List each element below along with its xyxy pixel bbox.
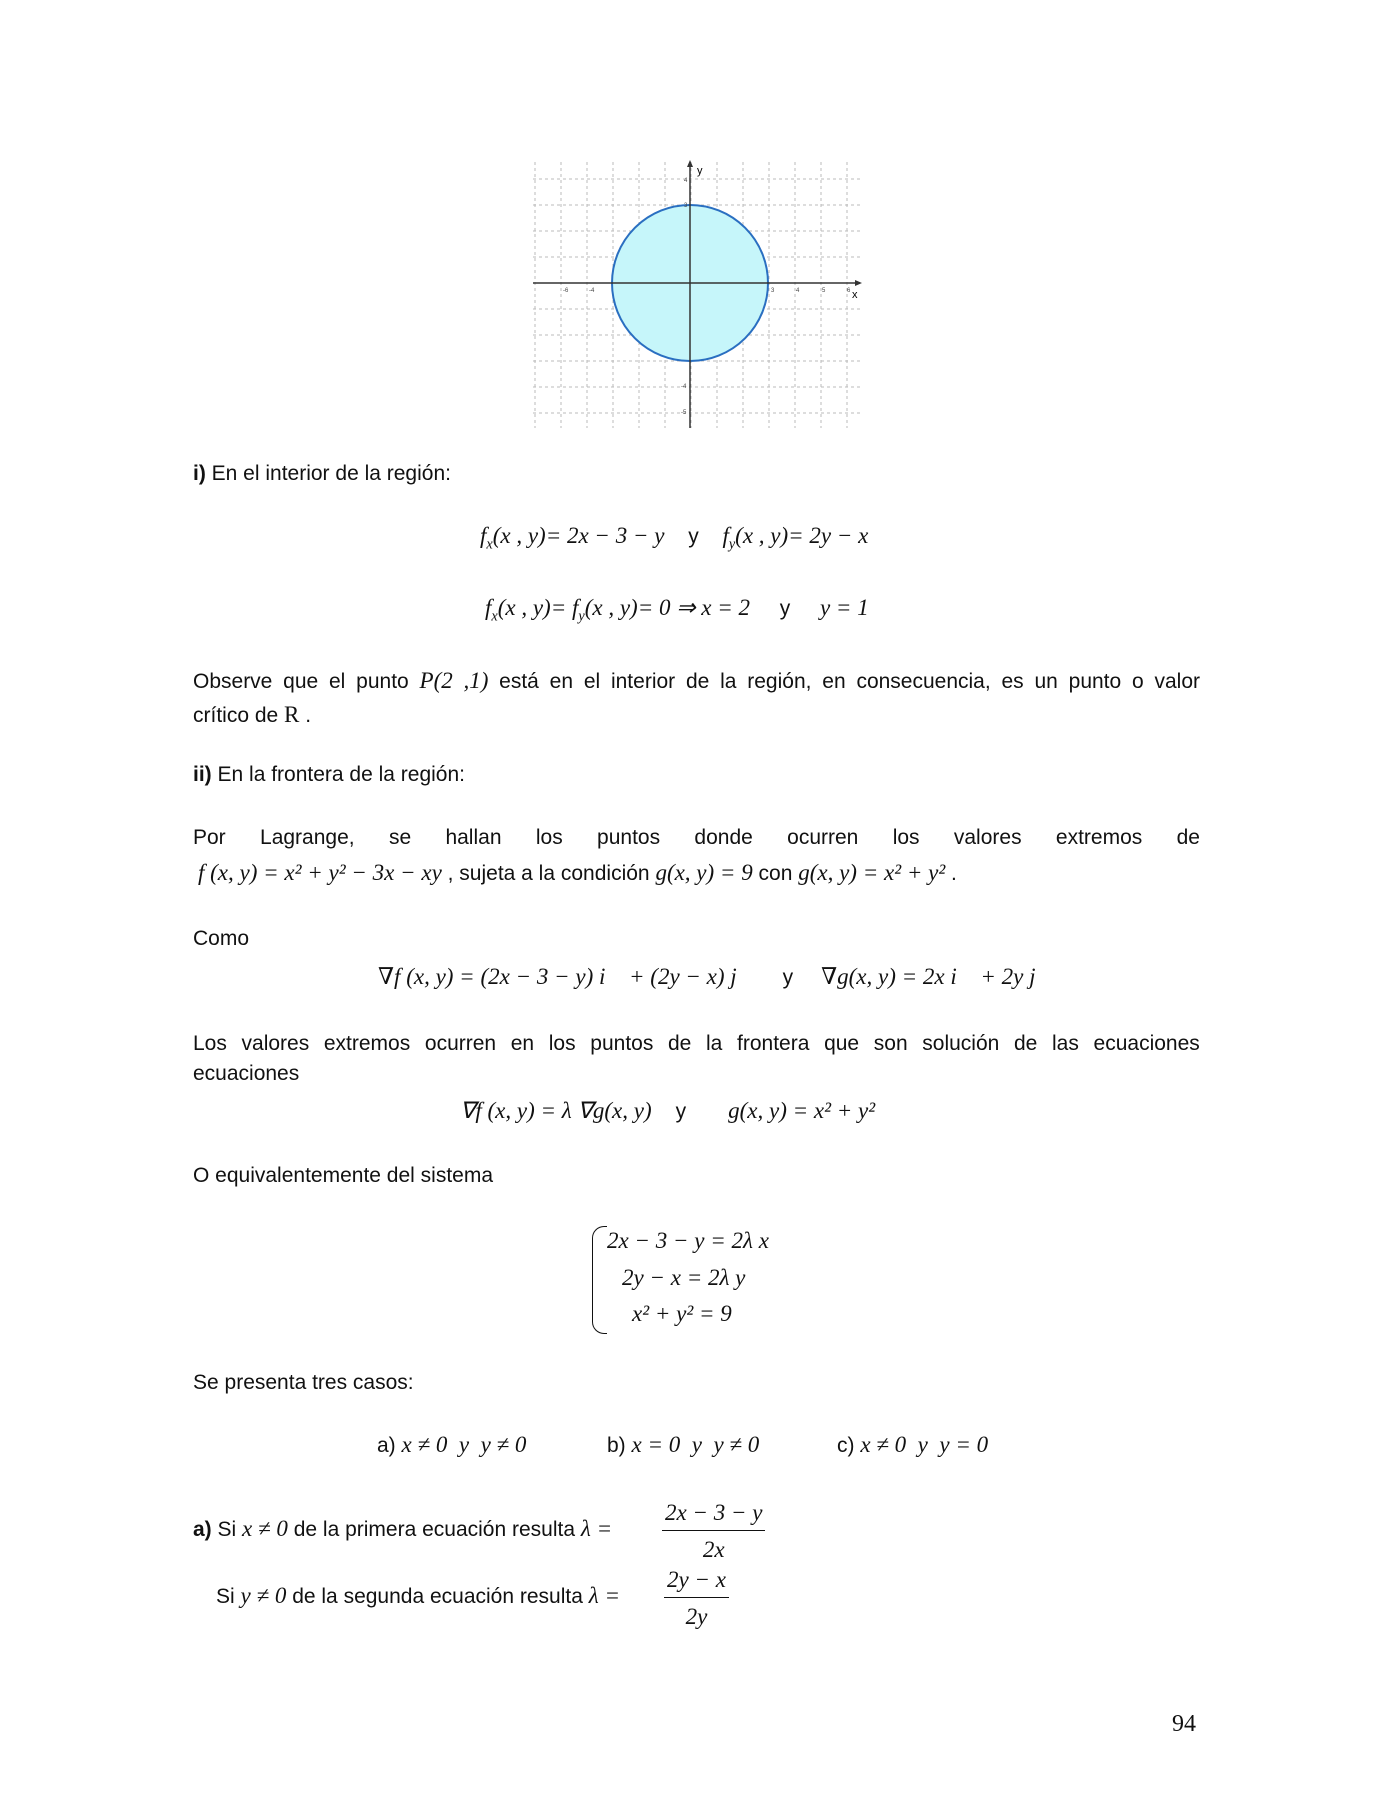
numerator: 2y − x (664, 1567, 729, 1598)
word: ecuaciones (1093, 1032, 1200, 1055)
word: de (1176, 826, 1200, 849)
section-label: i) (193, 462, 206, 485)
y-tick: -5 (681, 410, 687, 416)
case-label: a) (377, 1434, 396, 1457)
critical-point-equation (485, 596, 869, 624)
math: y = 1 (819, 595, 869, 620)
section-ii-heading (193, 764, 465, 785)
word: de (1014, 1032, 1038, 1055)
text: . (945, 862, 957, 885)
math: x ≠ 0 (242, 1516, 288, 1541)
word: Lagrange, (260, 826, 355, 849)
word: que (824, 1032, 860, 1055)
text: con (752, 862, 799, 885)
numerator: 2x − 3 − y (662, 1500, 765, 1531)
word: puntos (597, 826, 661, 849)
x-tick: 6 (847, 288, 851, 294)
math: (x , y)= 0 ⇒ x = 2 (584, 595, 750, 620)
x-axis-label: x (852, 289, 858, 301)
text: crítico de (193, 704, 285, 727)
partial-derivatives-equation (480, 524, 868, 552)
gradient-equations (378, 965, 1053, 988)
case-b (607, 1433, 759, 1456)
valores-paragraph-line1 (193, 1032, 1200, 1056)
word: valores (953, 826, 1022, 849)
y-axis-label: y (697, 165, 703, 177)
math: x (486, 536, 493, 553)
word: donde (694, 826, 753, 849)
text: . (299, 704, 312, 727)
case-a-line2 (216, 1584, 620, 1607)
math: ∇f (x, y) = λ ∇g(x, y) (460, 1098, 652, 1123)
word: son (873, 1032, 908, 1055)
math: (x , y)= 2y − x (735, 523, 869, 548)
math: x (491, 608, 498, 625)
math: g(x, y) = 9 (655, 860, 753, 885)
lagrange-paragraph-line1 (193, 826, 1200, 850)
section-label: ii) (193, 763, 212, 786)
word: los (535, 826, 563, 849)
math: x ≠ 0 y y ≠ 0 (401, 1432, 527, 1457)
math: R (284, 702, 300, 727)
math: g(x, y) = x² + y² (798, 860, 946, 885)
denominator: 2y (685, 1604, 708, 1629)
section-text: En la frontera de la región: (211, 763, 465, 786)
math: x ≠ 0 y y = 0 (860, 1432, 989, 1457)
math: y (578, 608, 585, 625)
y-tick: -4 (681, 384, 687, 390)
word: frontera (737, 1032, 810, 1055)
x-tick: 4 (796, 288, 800, 294)
lagrange-condition-equation (460, 1099, 875, 1122)
math: (x , y)= 2x − 3 − y (492, 523, 665, 548)
section-i-heading (193, 463, 451, 484)
math: ∇g(x, y) = 2x i⃗ + 2y j⃗ (821, 964, 1054, 989)
x-tick: -4 (589, 288, 595, 294)
math: f (480, 523, 487, 548)
math: ∇f (x, y) = (2x − 3 − y) i⃗ + (2y − x) j⃗ (378, 964, 755, 989)
case-label: a) (193, 1518, 212, 1541)
system-row: 2x − 3 − y = 2λ x (607, 1228, 769, 1253)
como-label: Como (193, 927, 250, 950)
circle-region-graph (530, 158, 870, 430)
page-number: 94 (1172, 1711, 1196, 1737)
sistema-intro: O equivalentemente del sistema (193, 1164, 493, 1187)
math: λ = (588, 1583, 620, 1608)
x-tick: 5 (822, 288, 826, 294)
lambda-fraction-2 (664, 1567, 729, 1630)
text: Observe que el punto (193, 670, 420, 693)
lagrange-paragraph-line2 (198, 861, 957, 884)
valores-paragraph-line2: ecuaciones (193, 1062, 300, 1085)
math: f (485, 595, 492, 620)
y-tick: 3 (684, 203, 688, 209)
math: g(x, y) = x² + y² (728, 1098, 876, 1123)
section-text: En el interior de la región: (205, 462, 451, 485)
math: λ = (580, 1516, 613, 1541)
word: en (510, 1032, 535, 1055)
text: de la primera ecuación resulta (287, 1518, 581, 1541)
math: x = 0 y y ≠ 0 (631, 1432, 760, 1457)
case-a (377, 1433, 526, 1456)
conjunction: y (675, 1100, 687, 1123)
conjunction: y (779, 597, 791, 620)
y-tick: 4 (684, 178, 688, 184)
system-row: 2y − x = 2λ y (622, 1265, 746, 1290)
case-label: b) (607, 1434, 626, 1457)
word: Los (193, 1032, 227, 1055)
word: hallan (445, 826, 502, 849)
word: puntos (590, 1032, 654, 1055)
word: Por (193, 826, 226, 849)
word: extremos (1055, 826, 1143, 849)
word: ocurren (424, 1032, 497, 1055)
case-label: c) (837, 1434, 855, 1457)
math: P(2 ,1) (419, 668, 489, 693)
word: los (548, 1032, 576, 1055)
conjunction: y (688, 525, 699, 548)
text: Si (211, 1518, 243, 1541)
word: ocurren (787, 826, 859, 849)
word: solución (922, 1032, 1000, 1055)
math: y (728, 536, 736, 553)
case-c (837, 1433, 988, 1456)
observe-paragraph-line2 (193, 703, 311, 726)
word: de (668, 1032, 692, 1055)
x-tick: -6 (563, 288, 569, 294)
math: f (722, 523, 729, 548)
system-row: x² + y² = 9 (632, 1301, 732, 1326)
text: Si (216, 1585, 241, 1608)
lambda-fraction-1 (662, 1500, 765, 1563)
system-brace (592, 1226, 607, 1334)
word: las (1052, 1032, 1079, 1055)
conjunction: y (782, 966, 794, 989)
text: de la segunda ecuación resulta (286, 1585, 589, 1608)
math: f (x, y) = x² + y² − 3x − xy (198, 860, 442, 885)
word: los (892, 826, 920, 849)
denominator: 2x (702, 1537, 725, 1562)
math: y ≠ 0 (240, 1583, 287, 1608)
text: , sujeta a la condición (441, 862, 656, 885)
word: valores (241, 1032, 310, 1055)
word: se (388, 826, 412, 849)
text: está en el interior de la región, en consecuencia, es un punto o valor (488, 670, 1200, 693)
x-tick: 3 (771, 288, 775, 294)
word: extremos (323, 1032, 411, 1055)
casos-intro: Se presenta tres casos: (193, 1371, 414, 1394)
word: la (706, 1032, 723, 1055)
observe-paragraph-line1 (193, 668, 1200, 694)
case-a-line1 (193, 1517, 612, 1540)
math: (x , y)= f (497, 595, 579, 620)
